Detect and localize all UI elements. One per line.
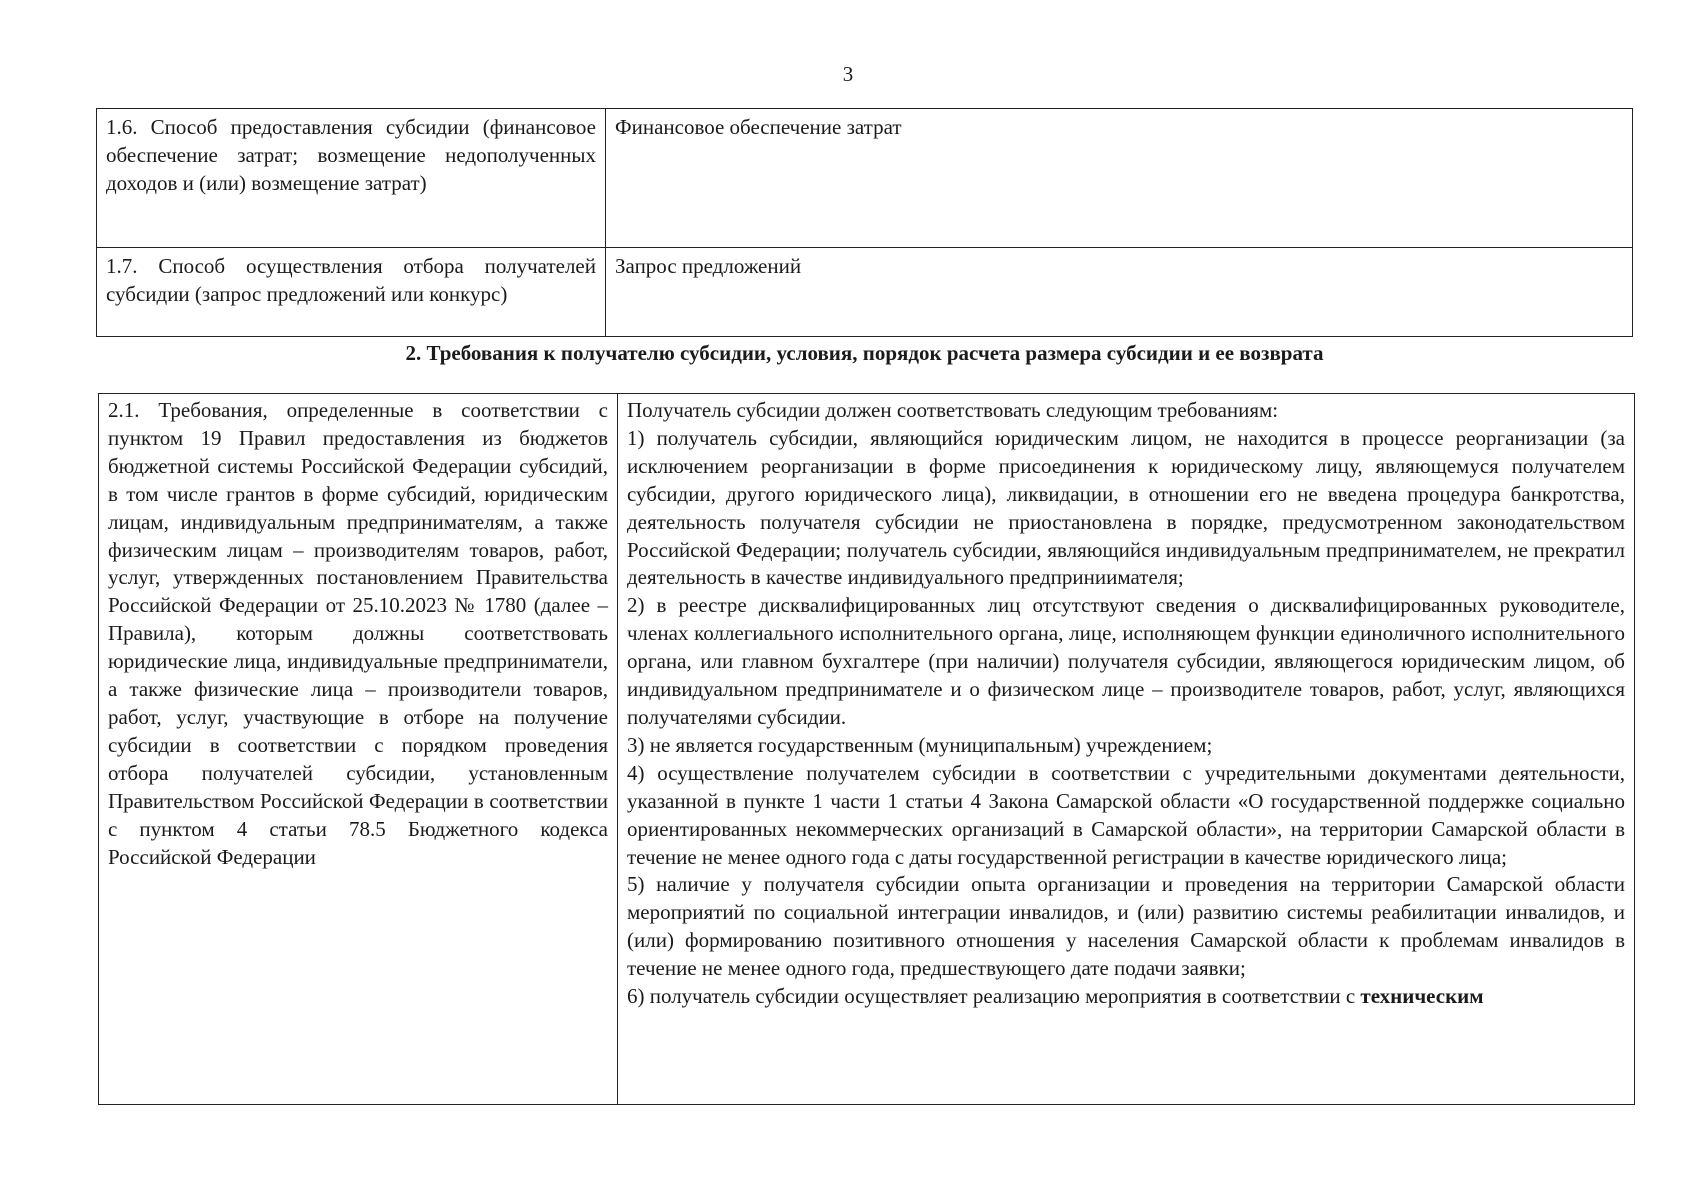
- requirement-item: 1) получатель субсидии, являющийся юридическим лицом, не находится в процессе реорганизации (за исключением реорганизации в форме присоединения к юридическому лицу, являющемуся получателем субсидии, другого юридического лица), ликвидации, в отношении его не введена процедура банкротства, деятельность получателя субсидии не приостановлена в порядке, предусмотренном законодательством Российской Федерации; получатель субсидии, являющийся индивидуальным предпринимателем, не прекратил деятельность в качестве индивидуального предприниимателя;: [627, 425, 1625, 590]
- subsidy-method-table: [96, 108, 1633, 337]
- requirement-item: 2) в реестре дисквалифицированных лиц отсутствуют сведения о дисквалифицированных руководителе, членах коллегиального исполнительного органа, лице, исполняющем функции единоличного исполнительного органа, или главном бухгалтере (при наличии) получателя субсидии, являющегося юридическим лицом, об индивидуальном предпринимателе и о физическом лице – производителе товаров, работ, услуг, являющихся получателями субсидии.: [627, 593, 1625, 729]
- requirements-cell: [618, 394, 1635, 1105]
- page-number: 3: [842, 62, 854, 86]
- table-cell-label: 2.1. Требования, определенные в соответствии с пунктом 19 Правил предоставления из бюджетов бюджетной системы Российской Федерации субсидий, в том числе грантов в форме субсидий, юридическим лицам, индивидуальным предпринимателям, а также физическим лицам – производителям товаров, работ, услуг, утвержденных постановлением Правительства Российской Федерации от 25.10.2023 № 1780 (далее – Правила), которым должны соответствовать юридические лица, индивидуальные предприниматели, а также физические лица – производители товаров, работ, услуг, участвующие в отборе на получение субсидии в соответствии с порядком проведения отбора получателей субсидии, установленным Правительством Российской Федерации в соответствии с пунктом 4 статьи 78.5 Бюджетного кодекса Российской Федерации: [99, 394, 618, 1105]
- table-cell-value: Запрос предложений: [606, 248, 1633, 337]
- requirement-item-6-bold: техническим: [1360, 984, 1484, 1009]
- section-heading: 2. Требования к получателю субсидии, условия, порядок расчета размера субсидии и ее возврата: [405, 341, 1324, 365]
- table-cell-label: 1.6. Способ предоставления субсидии (финансовое обеспечение затрат; возмещение недополученных доходов и (или) возмещение затрат): [97, 109, 606, 248]
- requirement-item-6-text: 6) получатель субсидии осуществляет реализацию мероприятия в соответствии с: [627, 984, 1361, 1009]
- requirement-item: 4) осуществление получателем субсидии в соответствии с учредительными документами деятельности, указанной в пункте 1 части 1 статьи 4 Закона Самарской области «О государственной поддержке социально ориентированных некоммерческих организаций в Самарской области», на территории Самарской области в течение не менее одного года с даты государственной регистрации в качестве юридического лица;: [627, 760, 1625, 869]
- table-cell-value: Финансовое обеспечение затрат: [606, 109, 1633, 248]
- table-row: [97, 248, 1633, 337]
- requirement-item: 5) наличие у получателя субсидии опыта организации и проведения на территории Самарской области мероприятий по социальной интеграции инвалидов, и (или) развитию системы реабилитации инвалидов, и (или) формированию позитивного отношения у населения Самарской области к проблемам инвалидов в течение не менее одного года, предшествующего дате подачи заявки;: [627, 872, 1625, 981]
- requirement-item: 3) не является государственным (муниципальным) учреждением;: [627, 732, 1213, 757]
- requirements-table: [98, 393, 1635, 1105]
- table-row: [97, 109, 1633, 248]
- table-cell-label: 1.7. Способ осуществления отбора получателей субсидии (запрос предложений или конкурс): [97, 248, 606, 337]
- table-row: [99, 394, 1635, 1105]
- requirements-intro: Получатель субсидии должен соответствовать следующим требованиям:: [627, 398, 1279, 422]
- requirement-item-6: [627, 983, 1625, 1011]
